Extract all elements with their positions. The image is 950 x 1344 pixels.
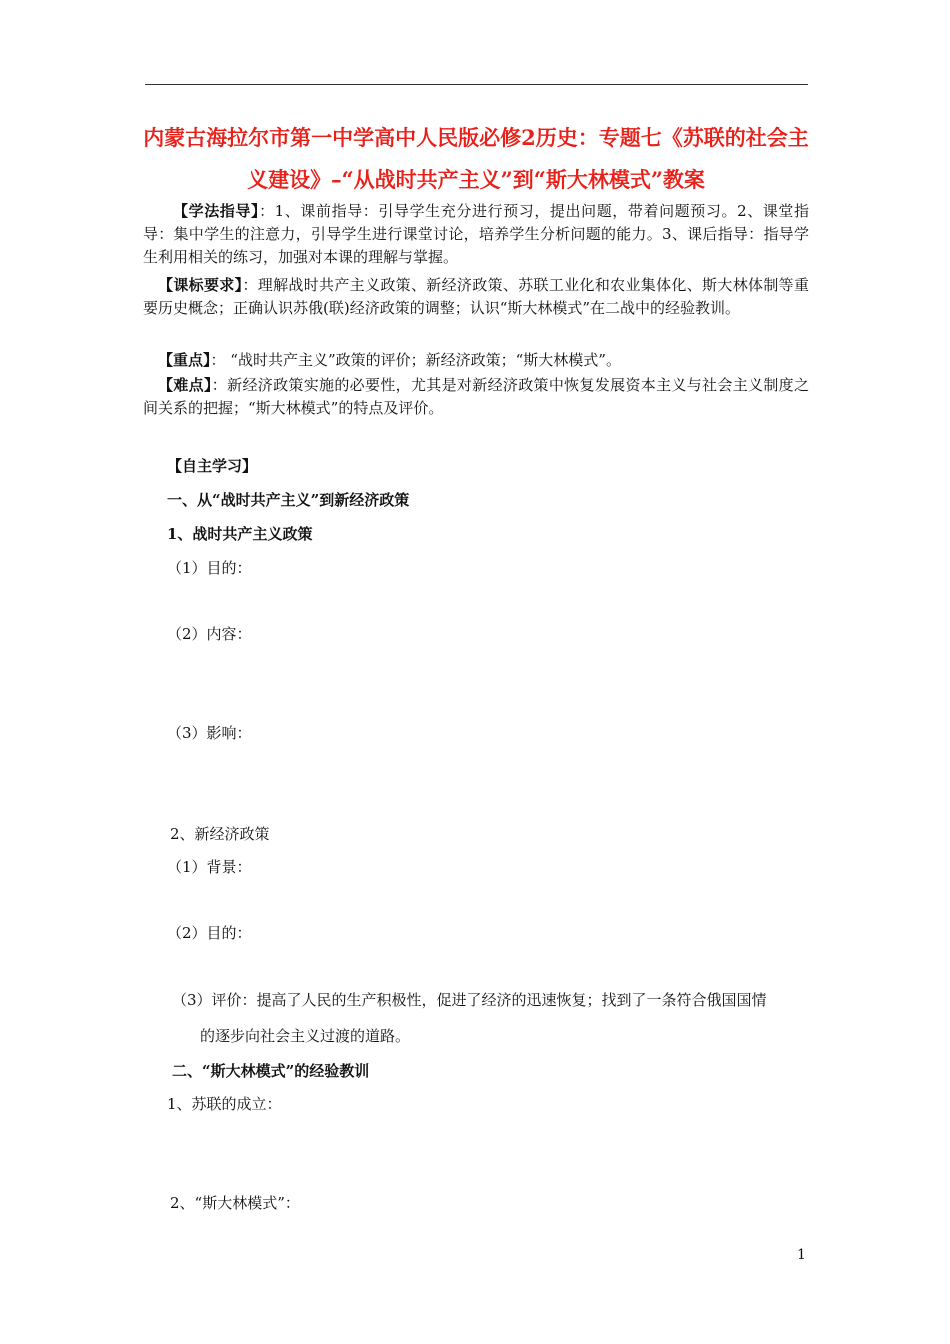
sub1-content-item: （2）内容： — [167, 625, 252, 643]
sub2-evaluation-line2: 的逐步向社会主义过渡的道路。 — [200, 1027, 411, 1045]
key-points-paragraph — [143, 349, 809, 372]
section2-stalin-model-item: 2、“斯大林模式”： — [170, 1194, 300, 1212]
difficulties-paragraph — [143, 374, 809, 420]
sub2-evaluation-line1: （3）评价：提高了人民的生产积极性，促进了经济的迅速恢复；找到了一条符合俄国国情 — [172, 991, 767, 1009]
study-guidance-label: 【学法指导】 — [173, 202, 260, 220]
curriculum-requirements-paragraph — [143, 274, 809, 320]
section1-sub2-heading: 2、新经济政策 — [170, 825, 270, 843]
key-points-text: ： “战时共产主义”政策的评价；新经济政策；“斯大林模式”。 — [210, 351, 621, 369]
key-points-label: 【重点】 — [158, 351, 211, 369]
section1-heading: 一、从“战时共产主义”到新经济政策 — [167, 491, 410, 509]
section2-heading: 二、“斯大林模式”的经验教训 — [172, 1062, 370, 1080]
self-study-heading: 【自主学习】 — [167, 457, 258, 475]
sub2-background-item: （1）背景： — [167, 858, 252, 876]
sub2-purpose-item: （2）目的： — [167, 924, 252, 942]
study-guidance-text: ：1、课前指导：引导学生充分进行预习，提出问题，带着问题预习。2、课堂指导：集中学生的注意力，引导学生进行课堂讨论，培养学生分析问题的能力。3、课后指导：指导学生利用相关的练习，加强对本课的理解与掌握。 — [143, 202, 809, 266]
sub1-impact-item: （3）影响： — [167, 724, 252, 742]
difficulties-text: ：新经济政策实施的必要性，尤其是对新经济政策中恢复发展资本主义与社会主义制度之间关系的把握；“斯大林模式”的特点及评价。 — [143, 376, 809, 417]
section2-ussr-founding-item: 1、苏联的成立： — [167, 1095, 282, 1113]
header-rule — [145, 84, 808, 85]
difficulties-label: 【难点】 — [158, 376, 212, 394]
page-number: 1 — [797, 1247, 806, 1263]
curriculum-requirements-text: ：理解战时共产主义政策、新经济政策、苏联工业化和农业集体化、斯大林体制等重要历史概念；正确认识苏俄(联)经济政策的调整；认识“斯大林模式”在二战中的经验教训。 — [143, 276, 809, 317]
document-title: 内蒙古海拉尔市第一中学高中人民版必修2历史：专题七《苏联的社会主义建设》–“从战时共产主义”到“斯大林模式”教案 — [143, 125, 809, 192]
sub1-purpose-item: （1）目的： — [167, 559, 252, 577]
section1-sub1-heading: 1、战时共产主义政策 — [167, 525, 313, 543]
study-guidance-paragraph — [143, 200, 809, 269]
curriculum-requirements-label: 【课标要求】 — [158, 276, 243, 294]
